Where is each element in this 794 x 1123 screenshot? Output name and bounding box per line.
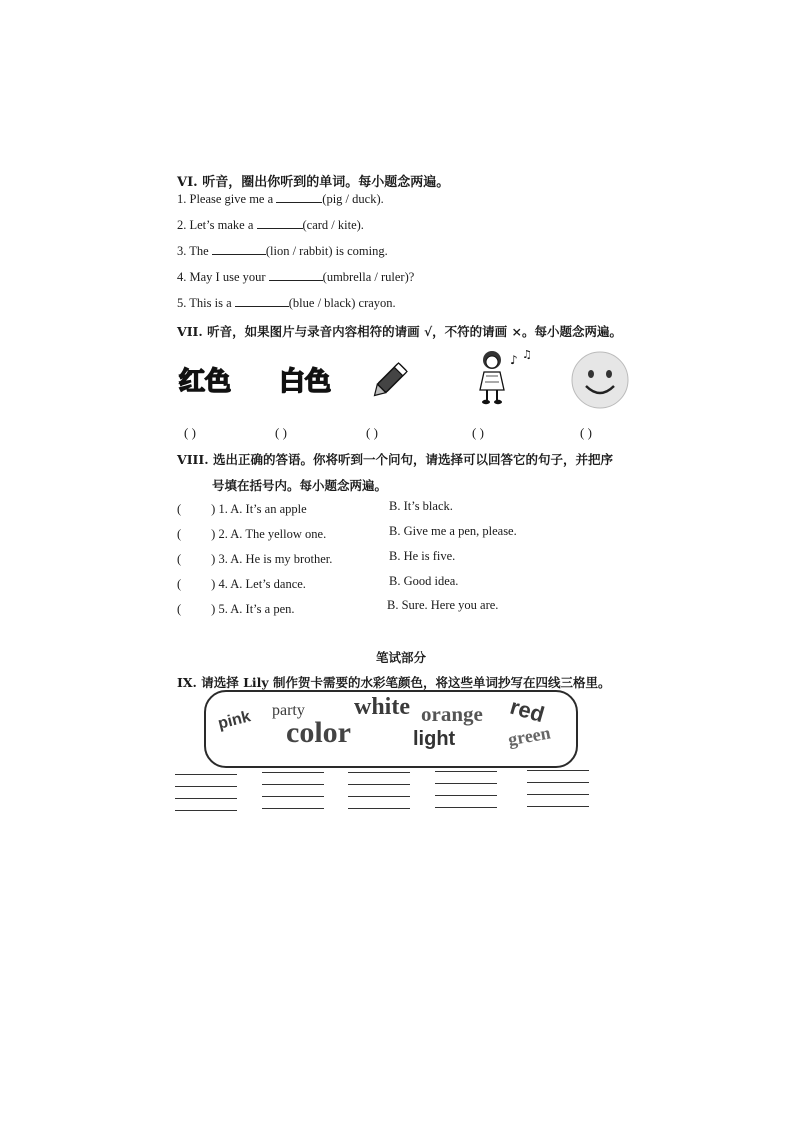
section-8-heading-line-2: 号填在括号内。每小题念两遍。 [212, 478, 388, 493]
section-6-item-1: 1. Please give me a (pig / duck). [177, 192, 384, 206]
writing-grid-2[interactable] [262, 772, 324, 812]
svg-text:白色: 白色 [279, 367, 332, 397]
section-8-option-b-3: B. He is five. [389, 549, 456, 563]
red-color-word-icon [177, 350, 233, 402]
section-8-item-5: ( ) 5. A. It’s a pen. [177, 602, 295, 616]
section-6-item-5: 5. This is a (blue / black) crayon. [177, 296, 396, 310]
section-6-item-2: 2. Let’s make a (card / kite). [177, 218, 364, 232]
answer-blank[interactable] [257, 228, 303, 229]
word-orange: orange [421, 702, 483, 726]
writing-grid-4[interactable] [435, 771, 497, 811]
svg-text:♪: ♪ [510, 353, 518, 367]
section-8-heading-line-1: VIII. 选出正确的答语。你将听到一个问句，请选择可以回答它的句子，并把序 [177, 452, 613, 467]
svg-text:♫: ♫ [522, 348, 532, 361]
answer-paren-3[interactable]: ( ) [366, 425, 378, 440]
word-red: red [507, 693, 548, 728]
section-8-option-b-1: B. It’s black. [389, 499, 453, 513]
writing-grid-3[interactable] [348, 772, 410, 812]
section-8-item-3: ( ) 3. A. He is my brother. [177, 552, 333, 566]
writing-grid-5[interactable] [527, 770, 589, 810]
answer-paren-1[interactable]: ( ) [184, 425, 196, 440]
word-white: white [354, 694, 410, 720]
word-pink: pink [216, 708, 253, 733]
svg-text:红色: 红色 [179, 367, 232, 397]
section-8-item-1: ( ) 1. A. It’s an apple [177, 502, 307, 516]
section-8-item-2: ( ) 2. A. The yellow one. [177, 527, 327, 541]
section-6-item-4: 4. May I use your (umbrella / ruler)? [177, 270, 415, 284]
answer-blank[interactable] [276, 202, 322, 203]
word-party: party [272, 702, 305, 719]
smiley-face-icon [570, 350, 630, 410]
section-6-heading: VI. 听音，圈出你听到的单词。每小题念两遍。 [177, 175, 450, 190]
section-8-option-b-4: B. Good idea. [389, 574, 459, 588]
section-6-item-3: 3. The (lion / rabbit) is coming. [177, 244, 388, 258]
section-7-heading: VII. 听音，如果图片与录音内容相符的请画 √，不符的请画 ×。每小题念两遍。 [177, 324, 622, 339]
answer-blank[interactable] [269, 280, 323, 281]
white-color-word-icon [277, 350, 333, 402]
writing-grid-1[interactable] [175, 774, 237, 814]
girl-singing-icon [472, 346, 536, 408]
word-light: light [413, 728, 456, 750]
answer-blank[interactable] [212, 254, 266, 255]
answer-paren-4[interactable]: ( ) [472, 425, 484, 440]
word-green: green [506, 722, 552, 750]
answer-blank[interactable] [235, 306, 289, 307]
word-color: color [286, 716, 351, 749]
section-9-heading: IX. 请选择 Lily 制作贺卡需要的水彩笔颜色，将这些单词抄写在四线三格里。 [177, 675, 611, 690]
section-8-option-b-2: B. Give me a pen, please. [389, 524, 517, 538]
written-section-title: 笔试部分 [376, 650, 427, 665]
section-8-item-4: ( ) 4. A. Let’s dance. [177, 577, 306, 591]
section-8-option-b-5: B. Sure. Here you are. [387, 598, 499, 612]
answer-paren-2[interactable]: ( ) [275, 425, 287, 440]
crayon-icon [370, 350, 420, 400]
answer-paren-5[interactable]: ( ) [580, 425, 592, 440]
